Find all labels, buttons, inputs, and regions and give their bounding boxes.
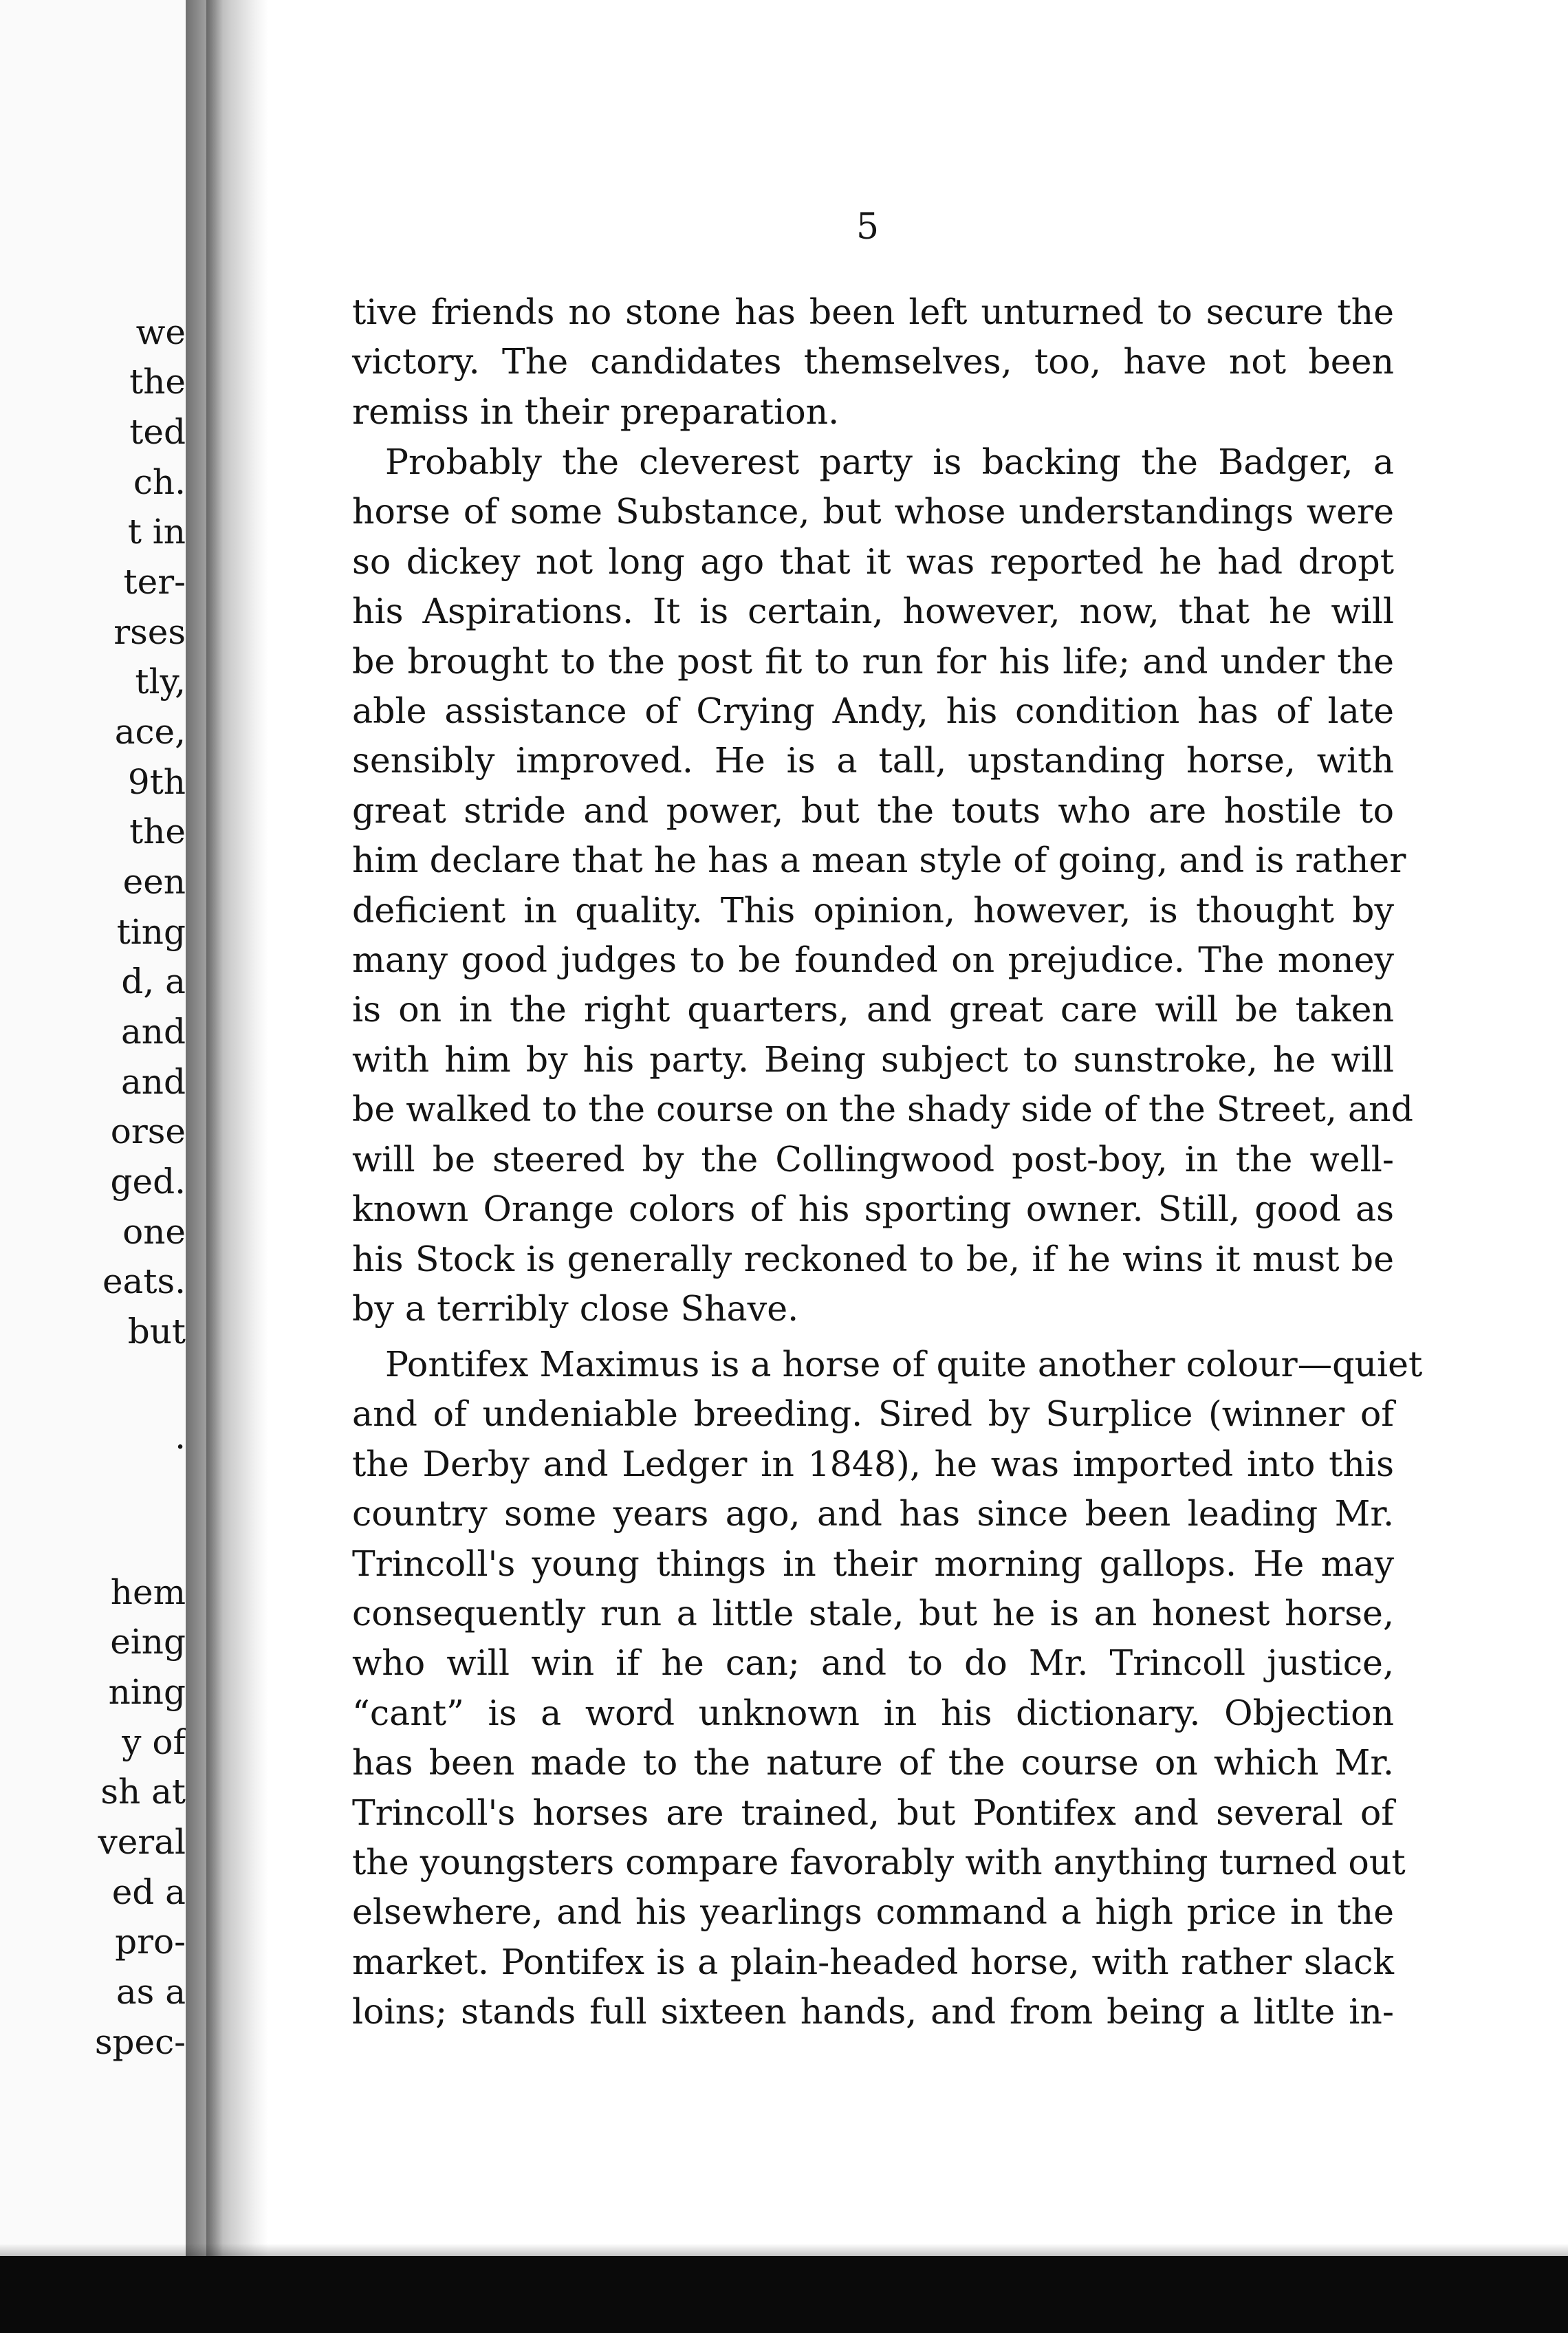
facing-page-line: the (129, 812, 186, 851)
facing-page-line: veral (98, 1822, 186, 1862)
facing-page-line: y of (122, 1722, 186, 1762)
text-line: Probably the cleverest party is backing the Badger, a (385, 442, 1394, 482)
facing-page-line: and (120, 1012, 186, 1052)
gutter-edge-shadow (206, 0, 223, 2256)
facing-page-line: eats. (102, 1261, 186, 1301)
text-line: the Derby and Ledger in 1848), he was imported into this (352, 1443, 1394, 1484)
text-line: elsewhere, and his yearlings command a high price in the (352, 1891, 1394, 1933)
text-line: has been made to the nature of the course on which Mr. (352, 1742, 1394, 1783)
facing-page-line: ning (108, 1672, 186, 1712)
text-line: be walked to the course on the shady side of the Street, and (352, 1089, 1413, 1130)
facing-page-line: ace, (114, 712, 186, 752)
text-line: great stride and power, but the touts who are hostile to (352, 790, 1394, 831)
text-line: be brought to the post fit to run for his life; and under the (352, 640, 1394, 682)
text-line: market. Pontifex is a plain-headed horse, with rather slack (352, 1941, 1394, 1982)
text-line: him declare that he has a mean style of going, and is rather (352, 840, 1406, 881)
facing-page-line: eing (110, 1622, 186, 1662)
facing-page-line: rses (113, 612, 186, 652)
facing-page-line: 9th (127, 762, 186, 802)
text-line: country some years ago, and has since been leading Mr. (352, 1493, 1394, 1534)
facing-page-line: one (122, 1212, 186, 1252)
facing-page-line: as a (116, 1972, 186, 2012)
facing-page-line: t in (127, 512, 186, 552)
facing-page-line: ed a (111, 1872, 186, 1912)
facing-page-line: hem (110, 1572, 186, 1612)
paragraph-3 (352, 1340, 1423, 2037)
text-line: his Stock is generally reckoned to be, if he wins it must be (352, 1238, 1394, 1279)
text-line: known Orange colors of his sporting owner. Still, good as (352, 1189, 1394, 1230)
facing-page-line: ting (116, 912, 186, 952)
facing-page-line: ged. (110, 1162, 186, 1202)
text-line: and of undeniable breeding. Sired by Surplice (winner of (352, 1393, 1394, 1435)
text-line: the youngsters compare favorably with anything turned out (352, 1842, 1406, 1883)
text-line: tive friends no stone has been left unturned to secure the (352, 292, 1394, 332)
facing-page-line: een (122, 862, 186, 902)
text-line: with him by his party. Being subject to sunstroke, he will (352, 1039, 1394, 1080)
text-line: by a terribly close Shave. (352, 1288, 799, 1329)
text-line: Pontifex Maximus is a horse of quite another colour—quiet (385, 1344, 1423, 1385)
text-line: so dickey not long ago that it was reported he had dropt (352, 541, 1394, 582)
text-line: able assistance of Crying Andy, his condition has of late (352, 691, 1394, 732)
scan-bottom-shadow (0, 2244, 1568, 2257)
scan-bottom-border (0, 2256, 1568, 2333)
text-line: deficient in quality. This opinion, however, is thought by (352, 889, 1394, 931)
text-line: Trincoll's young things in their morning gallops. He may (352, 1543, 1394, 1584)
text-line: who will win if he can; and to do Mr. Trincoll justice, (352, 1642, 1394, 1684)
text-line: sensibly improved. He is a tall, upstanding horse, with (352, 740, 1394, 781)
facing-page-line: but (127, 1312, 186, 1352)
facing-page-line: ter- (123, 562, 186, 602)
facing-page-line: pro- (115, 1922, 186, 1962)
text-line: Trincoll's horses are trained, but Pontifex and several of (352, 1792, 1394, 1833)
text-line: his Aspirations. It is certain, however, now, that he will (352, 591, 1394, 632)
facing-page-line: d, a (121, 962, 186, 1001)
text-line: consequently run a little stale, but he is an honest horse, (352, 1593, 1394, 1634)
paragraph-2 (352, 437, 1413, 1334)
facing-page-line: the (129, 362, 186, 402)
text-line: victory. The candidates themselves, too, have not been (352, 341, 1394, 382)
facing-page-fragment (0, 0, 186, 2256)
facing-page-line: ted (129, 412, 186, 452)
facing-page-line: we (135, 312, 186, 352)
text-line: “cant” is a word unknown in his dictionary. Objection (352, 1692, 1394, 1733)
facing-page-line: . (175, 1417, 186, 1457)
facing-page-line: sh at (100, 1772, 186, 1812)
text-line: remiss in their preparation. (352, 391, 840, 432)
paragraph-1 (352, 287, 1394, 437)
text-line: horse of some Substance, but whose understandings were (352, 491, 1394, 532)
facing-page-line: and (120, 1062, 186, 1102)
page-number: 5 (856, 206, 880, 248)
text-line: is on in the right quarters, and great care will be taken (352, 989, 1394, 1030)
book-gutter-shadow (186, 0, 268, 2256)
text-line: loins; stands full sixteen hands, and from being a litlte in- (352, 1991, 1394, 2032)
facing-page-line: orse (110, 1111, 186, 1151)
text-line: will be steered by the Collingwood post-boy, in the well- (352, 1138, 1394, 1180)
text-line: many good judges to be founded on prejudice. The money (352, 940, 1394, 981)
facing-page-line: spec- (94, 2022, 186, 2062)
facing-page-line: tly, (135, 662, 186, 702)
facing-page-line: ch. (133, 462, 186, 502)
